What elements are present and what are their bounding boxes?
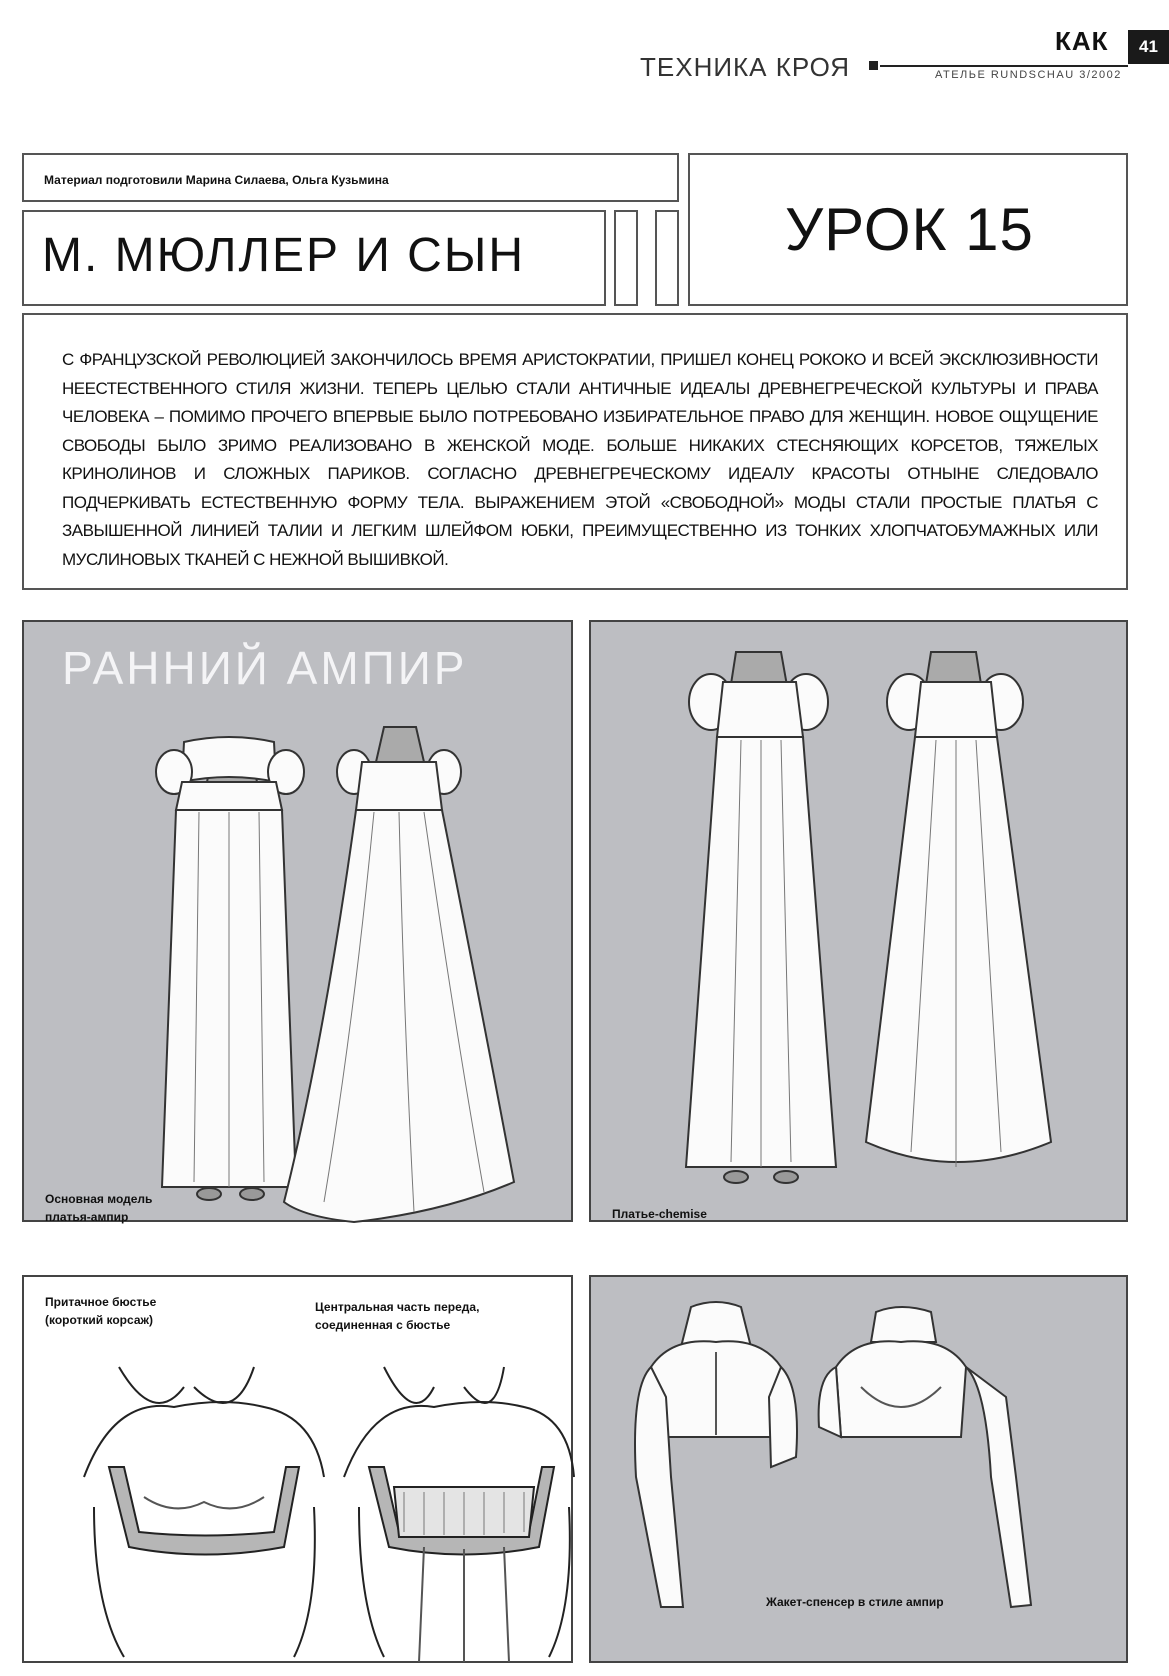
caption-bustier-2: (короткий корсаж) [45, 1313, 154, 1327]
header-rule [880, 65, 1128, 67]
caption-bustier-1: Притачное бюстье [45, 1295, 157, 1309]
caption-front-center-1: Центральная часть переда, [315, 1300, 480, 1314]
empire-dress-illustration [24, 622, 575, 1224]
decorative-pillar [614, 210, 638, 306]
credit-line: Материал подготовили Марина Силаева, Ольга Кузьмина [22, 153, 679, 202]
panel-bodice [22, 1275, 573, 1663]
header-bullet [869, 61, 878, 70]
caption-spencer: Жакет-спенсер в стиле ампир [766, 1595, 944, 1609]
panel-title: РАННИЙ АМПИР [62, 642, 468, 694]
caption-chemise: Платье-chemise [612, 1207, 707, 1221]
chemise-dress-illustration [591, 622, 1130, 1224]
decorative-pillar [655, 210, 679, 306]
page-title: М. МЮЛЛЕР И СЫН [22, 210, 606, 306]
intro-text: С ФРАНЦУЗСКОЙ РЕВОЛЮЦИЕЙ ЗАКОНЧИЛОСЬ ВРЕМЯ АРИСТОКРАТИИ, ПРИШЕЛ КОНЕЦ РОКОКО И ВСЕЙ ЭКСКЛЮЗИВНОСТИ НЕЕСТЕСТВЕННОГО СТИЛЯ ЖИЗНИ. ТЕПЕРЬ ЦЕЛЬЮ СТАЛИ АНТИЧНЫЕ ИДЕАЛЫ ДРЕВНЕГРЕЧЕСКОЙ КУЛЬТУРЫ И ПРАВА ЧЕЛОВЕКА – ПОМИМО ПРОЧЕГО ВПЕРВЫЕ БЫЛО ПОТРЕБОВАНО ИЗБИРАТЕЛЬНОЕ ПРАВО ДЛЯ ЖЕНЩИН. НОВОЕ ОЩУЩЕНИЕ СВОБОДЫ БЫЛО ЗРИМО РЕАЛИЗОВАНО В ЖЕНСКОЙ МОДЕ. БОЛЬШЕ НИКАКИХ СТЕСНЯЮЩИХ КОРСЕТОВ, ТЯЖЕЛЫХ КРИНОЛИНОВ И СЛОЖНЫХ ПАРИКОВ. СОГЛАСНО ДРЕВНЕГРЕЧЕСКОМУ ИДЕАЛУ КРАСОТЫ ОТНЫНЕ СЛЕДОВАЛО ПОДЧЕРКИВАТЬ ЕСТЕСТВЕННУЮ ФОРМУ ТЕЛА. ВЫРАЖЕНИЕМ ЭТОЙ «СВОБОДНОЙ» МОДЫ СТАЛИ ПРОСТЫЕ ПЛАТЬЯ С ЗАВЫШЕННОЙ ЛИНИЕЙ ТАЛИИ И ЛЕГКИМ ШЛЕЙФОМ ЮБКИ, ПРЕИМУЩЕСТВЕННО ИЗ ТОНКИХ ХЛОПЧАТОБУМАЖНЫХ ИЛИ МУСЛИНОВЫХ ТКАНЕЙ С НЕЖНОЙ ВЫШИВКОЙ. [62, 350, 1098, 569]
section-title: ТЕХНИКА КРОЯ [640, 52, 851, 82]
caption-basic-model-1: Основная модель [45, 1192, 153, 1206]
page-number: 41 [1128, 30, 1169, 64]
bodice-illustration [24, 1277, 575, 1665]
intro-box [22, 313, 1128, 590]
issue-label: АТЕЛЬЕ RUNDSCHAU 3/2002 [935, 69, 1122, 81]
lesson-number: УРОК 15 [785, 196, 1034, 263]
caption-front-center-2: соединенная с бюстье [315, 1318, 451, 1332]
caption-basic-model-2: платья-ампир [45, 1210, 129, 1224]
panel-early-empire [22, 620, 573, 1222]
brand-logo: КАК [1055, 26, 1109, 56]
panel-chemise [589, 620, 1128, 1222]
